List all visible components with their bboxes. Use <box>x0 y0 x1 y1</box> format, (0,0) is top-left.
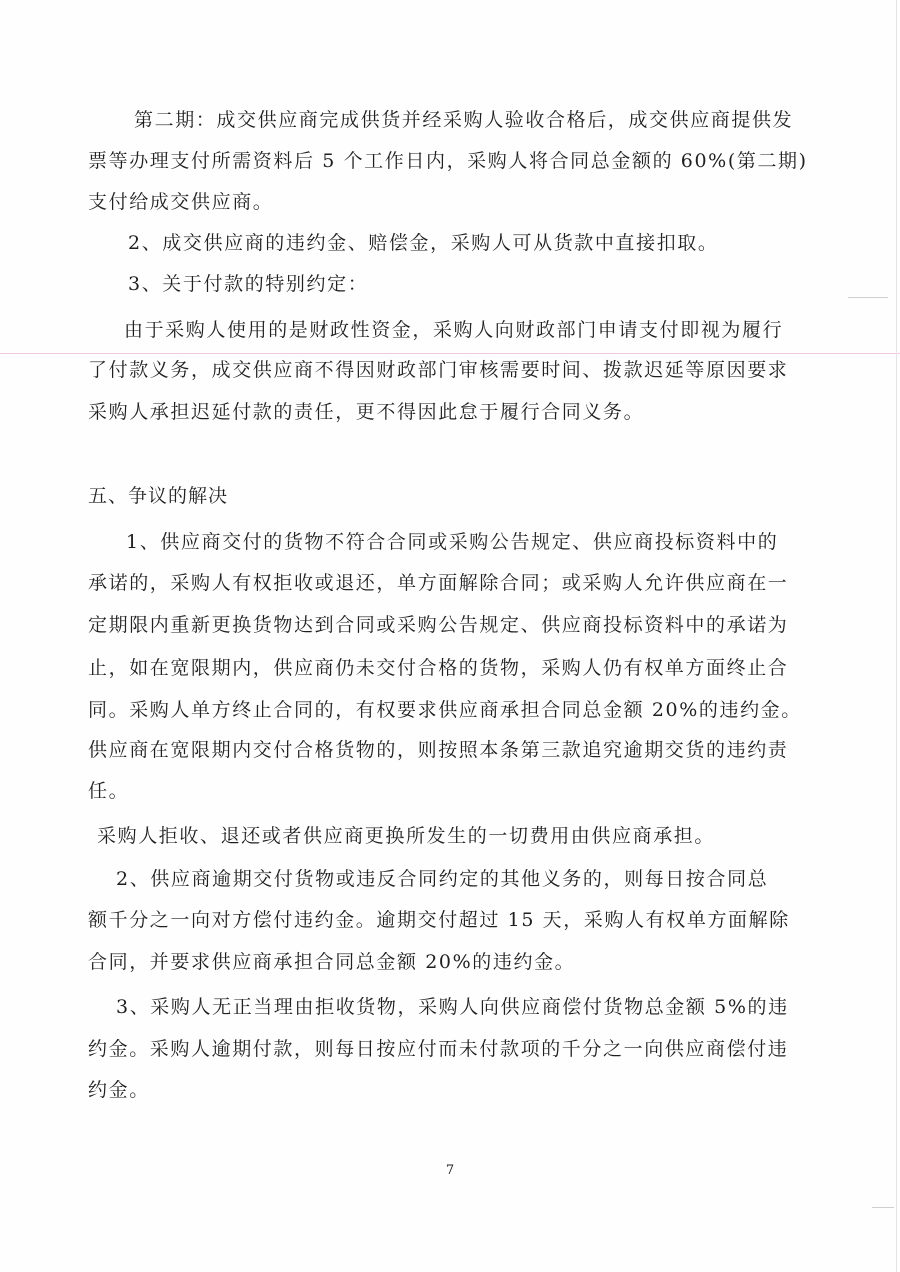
paragraph-line: 约金。 <box>88 1079 150 1101</box>
paragraph-line: 3、关于付款的特别约定： <box>128 273 369 295</box>
section-heading: 五、争议的解决 <box>88 485 229 507</box>
paragraph-line: 2、成交供应商的违约金、赔偿金，采购人可从货款中直接扣取。 <box>128 232 719 254</box>
paragraph-line: 额千分之一向对方偿付违约金。逾期交付超过 15 天，采购人有权单方面解除 <box>88 909 790 931</box>
paragraph-line: 采购人拒收、退还或者供应商更换所发生的一切费用由供应商承担。 <box>97 825 716 847</box>
scan-edge-mark <box>848 297 888 298</box>
paragraph-line: 采购人承担迟延付款的责任，更不得因此怠于履行合同义务。 <box>88 401 645 423</box>
paragraph-line: 3、采购人无正当理由拒收货物，采购人向供应商偿付货物总金额 5%的违 <box>116 996 789 1018</box>
paragraph-line: 承诺的，采购人有权拒收或退还，单方面解除合同；或采购人允许供应商在一 <box>88 572 789 594</box>
paragraph-line: 支付给成交供应商。 <box>88 191 274 213</box>
paragraph-line: 任。 <box>88 780 130 802</box>
scan-edge-mark <box>872 1207 894 1208</box>
paragraph-line: 1、供应商交付的货物不符合合同或采购公告规定、供应商投标资料中的 <box>126 531 779 553</box>
paragraph-line: 供应商在宽限期内交付合格货物的，则按照本条第三款追究逾期交货的违约责 <box>88 739 789 761</box>
paragraph-line: 了付款义务，成交供应商不得因财政部门审核需要时间、拨款迟延等原因要求 <box>88 359 789 381</box>
paragraph-line: 止，如在宽限期内，供应商仍未交付合格的货物，采购人仍有权单方面终止合 <box>88 657 789 679</box>
paragraph-line: 合同，并要求供应商承担合同总金额 20%的违约金。 <box>88 951 576 973</box>
paragraph-line: 第二期：成交供应商完成供货并经采购人验收合格后，成交供应商提供发 <box>134 109 794 131</box>
page-number: 7 <box>445 1163 455 1178</box>
scan-page-edge <box>896 0 897 1272</box>
paragraph-line: 票等办理支付所需资料后 5 个工作日内，采购人将合同总金额的 60%(第二期) <box>88 150 808 172</box>
paragraph-line: 同。采购人单方终止合同的，有权要求供应商承担合同总金额 20%的违约金。 <box>88 699 802 721</box>
paragraph-line: 2、供应商逾期交付货物或违反合同约定的其他义务的，则每日按合同总 <box>116 868 769 890</box>
paragraph-line: 约金。采购人逾期付款，则每日按应付而未付款项的千分之一向供应商偿付违 <box>88 1038 789 1060</box>
paragraph-line: 定期限内重新更换货物达到合同或采购公告规定、供应商投标资料中的承诺为 <box>88 614 789 636</box>
paragraph-line: 由于采购人使用的是财政性资金，采购人向财政部门申请支付即视为履行 <box>124 319 784 341</box>
scan-artifact-line <box>0 353 900 354</box>
